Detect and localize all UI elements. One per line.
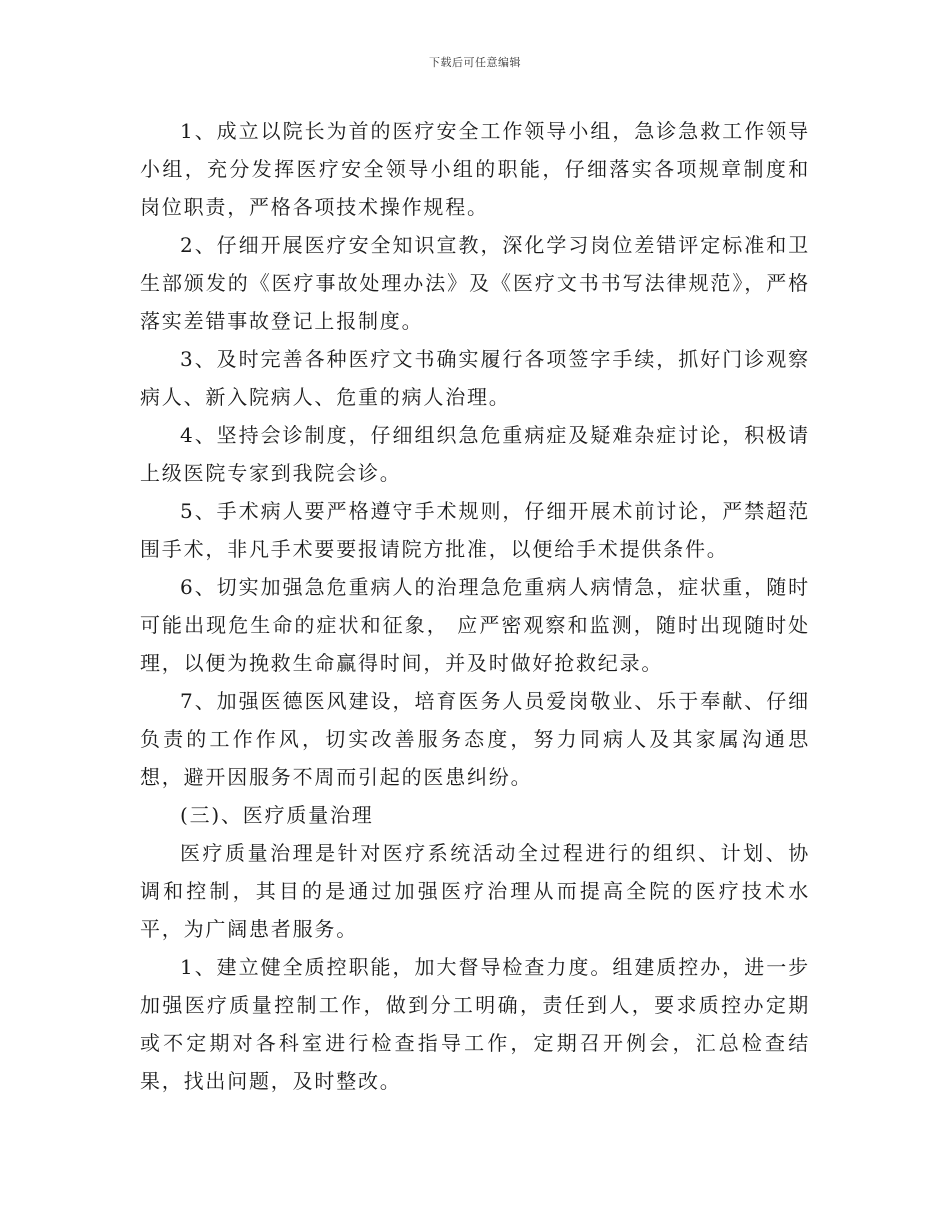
paragraph-5: 5、手术病人要严格遵守手术规则，仔细开展术前讨论，严禁超范围手术，非凡手术要要报请院方批准，以便给手术提供条件。 <box>140 499 810 561</box>
paragraph-intro: 医疗质量治理是针对医疗系统活动全过程进行的组织、计划、协调和控制，其目的是通过加强医疗治理从而提高全院的医疗技术水平，为广阔患者服务。 <box>140 841 810 941</box>
paragraph-1: 1、成立以院长为首的医疗安全工作领导小组，急诊急救工作领导小组，充分发挥医疗安全领导小组的职能，仔细落实各项规章制度和岗位职责，严格各项技术操作规程。 <box>140 119 810 219</box>
paragraph-3: 3、及时完善各种医疗文书确实履行各项签字手续，抓好门诊观察病人、新入院病人、危重的病人治理。 <box>140 347 810 409</box>
paragraph-6: 6、切实加强急危重病人的治理急危重病人病情急，症状重，随时可能出现危生命的症状和征象， 应严密观察和监测，随时出现随时处理，以便为挽救生命赢得时间，并及时做好抢救纪录。 <box>140 575 810 675</box>
paragraph-qc-1: 1、建立健全质控职能，加大督导检查力度。组建质控办，进一步加强医疗质量控制工作，做到分工明确，责任到人，要求质控办定期或不定期对各科室进行检查指导工作，定期召开例会，汇总检查结果，找出问题，及时整改。 <box>140 955 810 1093</box>
paragraph-7: 7、加强医德医风建设，培育医务人员爱岗敬业、乐于奉献、仔细负责的工作作风，切实改善服务态度，努力同病人及其家属沟通思想，避开因服务不周而引起的医患纠纷。 <box>140 689 810 789</box>
section-heading: (三)、医疗质量治理 <box>180 803 374 827</box>
paragraph-2: 2、仔细开展医疗安全知识宣教，深化学习岗位差错评定标准和卫生部颁发的《医疗事故处理办法》及《医疗文书书写法律规范》，严格落实差错事故登记上报制度。 <box>140 233 810 333</box>
header-note: 下载后可任意编辑 <box>429 56 521 69</box>
document-body <box>140 112 810 1100</box>
paragraph-4: 4、坚持会诊制度，仔细组织急危重病症及疑难杂症讨论，积极请上级医院专家到我院会诊。 <box>140 423 810 485</box>
